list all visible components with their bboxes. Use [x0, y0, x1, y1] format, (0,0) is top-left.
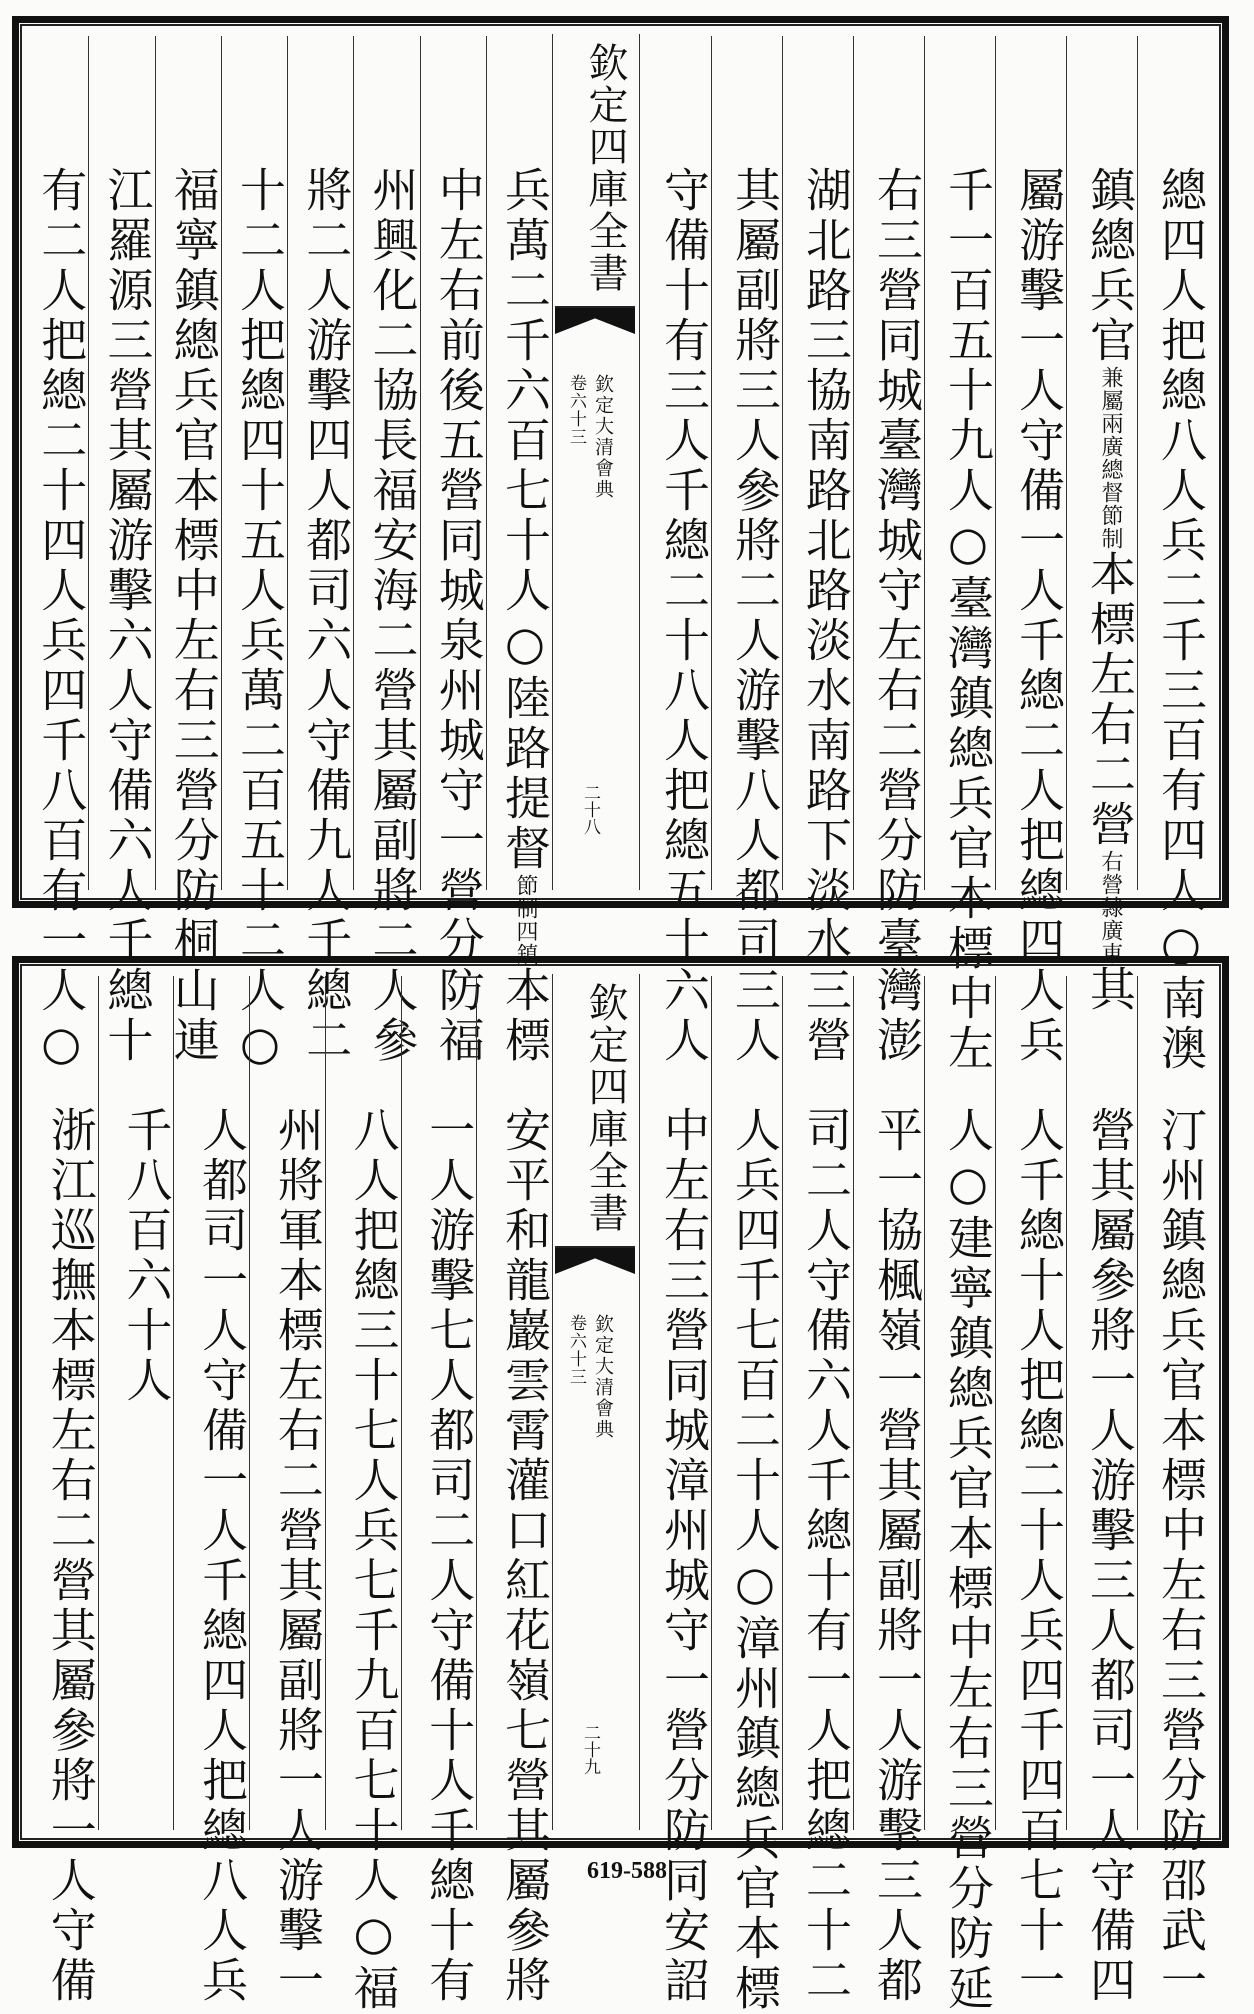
text-column	[1076, 166, 1137, 1015]
column-rule	[1137, 36, 1138, 890]
text-column: 有二人把總二十四人兵四千八百有一人○	[34, 166, 89, 1074]
column-rule	[287, 36, 288, 890]
column-rule	[249, 976, 250, 1830]
column-rule	[924, 976, 925, 1830]
text-column: 中左右前後五營同城泉州城守一營分防福	[431, 166, 486, 1066]
column-rule	[486, 36, 487, 890]
column-rule	[782, 976, 783, 1830]
text-column: 千八百六十人	[119, 1106, 174, 1406]
text-column: 千一百五十九人○臺灣鎮總兵官本標中左	[941, 166, 995, 1074]
book-title: 欽定大清會典	[592, 1314, 614, 1440]
column-rule	[1066, 976, 1067, 1830]
column-rule	[1137, 976, 1138, 1830]
text-column: 州興化二協長福安海二營其屬副將二人參	[365, 166, 420, 1066]
volume-label: 卷六十三	[566, 1314, 586, 1386]
column-rule	[853, 976, 854, 1830]
text-column: 總四人把總八人兵二千三百有四人○南澳	[1154, 166, 1208, 1074]
text-column: 人○建寧鎮總兵官本標中左右三營分防延	[941, 1106, 995, 2014]
annotation-note: 右營隸廣東	[1098, 850, 1123, 965]
text-column: 安平和龍巖雲霄灌口紅花嶺七營其屬參將	[497, 1106, 552, 2006]
text-column: 江羅源三營其屬游擊六人守備六人千總十	[100, 166, 155, 1066]
text-column: 十二人把總四十五人兵萬二百五十二人○	[233, 166, 287, 1074]
column-rule	[353, 36, 354, 890]
text-column: 將二人游擊四人都司六人守備九人千總二	[299, 166, 354, 1066]
fish-tail-ornament	[555, 306, 635, 360]
text-column: 人兵四千七百二十人○漳州鎮總兵官本標	[728, 1106, 782, 2014]
text-column: 汀州鎮總兵官本標中左右三營分防邵武一	[1154, 1106, 1208, 2006]
text-column: 浙江巡撫本標左右二營其屬參將一人守備	[43, 1106, 98, 2006]
column-text: 本標	[498, 966, 552, 1066]
column-rule	[88, 36, 89, 890]
column-rule	[325, 976, 326, 1830]
page-number: 619-588	[587, 1858, 667, 1884]
column-rule	[98, 976, 99, 1830]
text-column: 右三營同城臺灣城守左右二營分防臺灣澎	[870, 166, 924, 1066]
column-rule	[155, 36, 156, 890]
text-column: 福寧鎮總兵官本標中左右三營分防桐山連	[166, 166, 221, 1066]
column-rule	[782, 36, 783, 890]
text-column: 八人把總三十七人兵七千九百七十人○福	[346, 1106, 401, 2014]
text-column: 人都司一人守備一人千總四人把總八人兵	[195, 1106, 250, 2006]
folio-number: 二十八	[580, 784, 600, 835]
volume-label: 卷六十三	[566, 374, 586, 446]
column-rule	[711, 976, 712, 1830]
text-column: 屬游擊一人守備一人千總二人把總四人兵	[1012, 166, 1066, 1066]
folio-number: 二十九	[580, 1724, 600, 1775]
column-rule	[853, 36, 854, 890]
annotation-note: 兼屬兩廣總督節制	[1098, 366, 1123, 550]
column-rule	[924, 36, 925, 890]
column-rule	[1066, 36, 1067, 890]
catalog-title: 欽定四庫全書	[582, 982, 628, 1234]
text-column: 司二人守備六人千總十有一人把總二十二	[799, 1106, 853, 2006]
text-column: 守備十有三人千總二十八人把總五十六人	[657, 166, 711, 1066]
column-text: 鎮總兵官	[1083, 166, 1137, 366]
column-rule	[995, 36, 996, 890]
column-rule	[420, 36, 421, 890]
fish-tail-ornament	[555, 1246, 635, 1300]
column-text: 兵萬二千六百七十人○陸路提督	[498, 166, 552, 874]
center-fold	[552, 974, 640, 1830]
book-title: 欽定大清會典	[592, 374, 614, 500]
annotation-note: 節制四鎮	[513, 874, 538, 966]
text-column: 人千總十人把總二十人兵四千四百七十一	[1012, 1106, 1066, 2006]
catalog-title: 欽定四庫全書	[582, 42, 628, 294]
column-rule	[711, 36, 712, 890]
column-text: 其	[1083, 965, 1137, 1015]
text-column: 湖北路三協南路北路淡水南路下淡水三營	[799, 166, 853, 1066]
text-column: 州將軍本標左右二營其屬副將一人游擊一	[270, 1106, 325, 2006]
top-page	[12, 16, 1229, 1074]
text-column: 中左右三營同城漳州城守一營分防同安詔	[657, 1106, 711, 2006]
column-rule	[173, 976, 174, 1830]
column-rule	[476, 976, 477, 1830]
text-column: 營其屬參將一人游擊三人都司一人守備四	[1083, 1106, 1137, 2006]
text-column: 一人游擊七人都司二人守備十人千總十有	[422, 1106, 477, 2006]
text-column	[492, 166, 552, 1066]
center-fold	[552, 34, 640, 890]
column-text: 本標左右二營	[1083, 550, 1137, 850]
column-rule	[995, 976, 996, 1830]
text-column: 平一協楓嶺一營其屬副將一人游擊三人都	[870, 1106, 924, 2006]
text-column: 其屬副將三人參將二人游擊八人都司三人	[728, 166, 782, 1066]
column-rule	[401, 976, 402, 1830]
column-rule	[221, 36, 222, 890]
